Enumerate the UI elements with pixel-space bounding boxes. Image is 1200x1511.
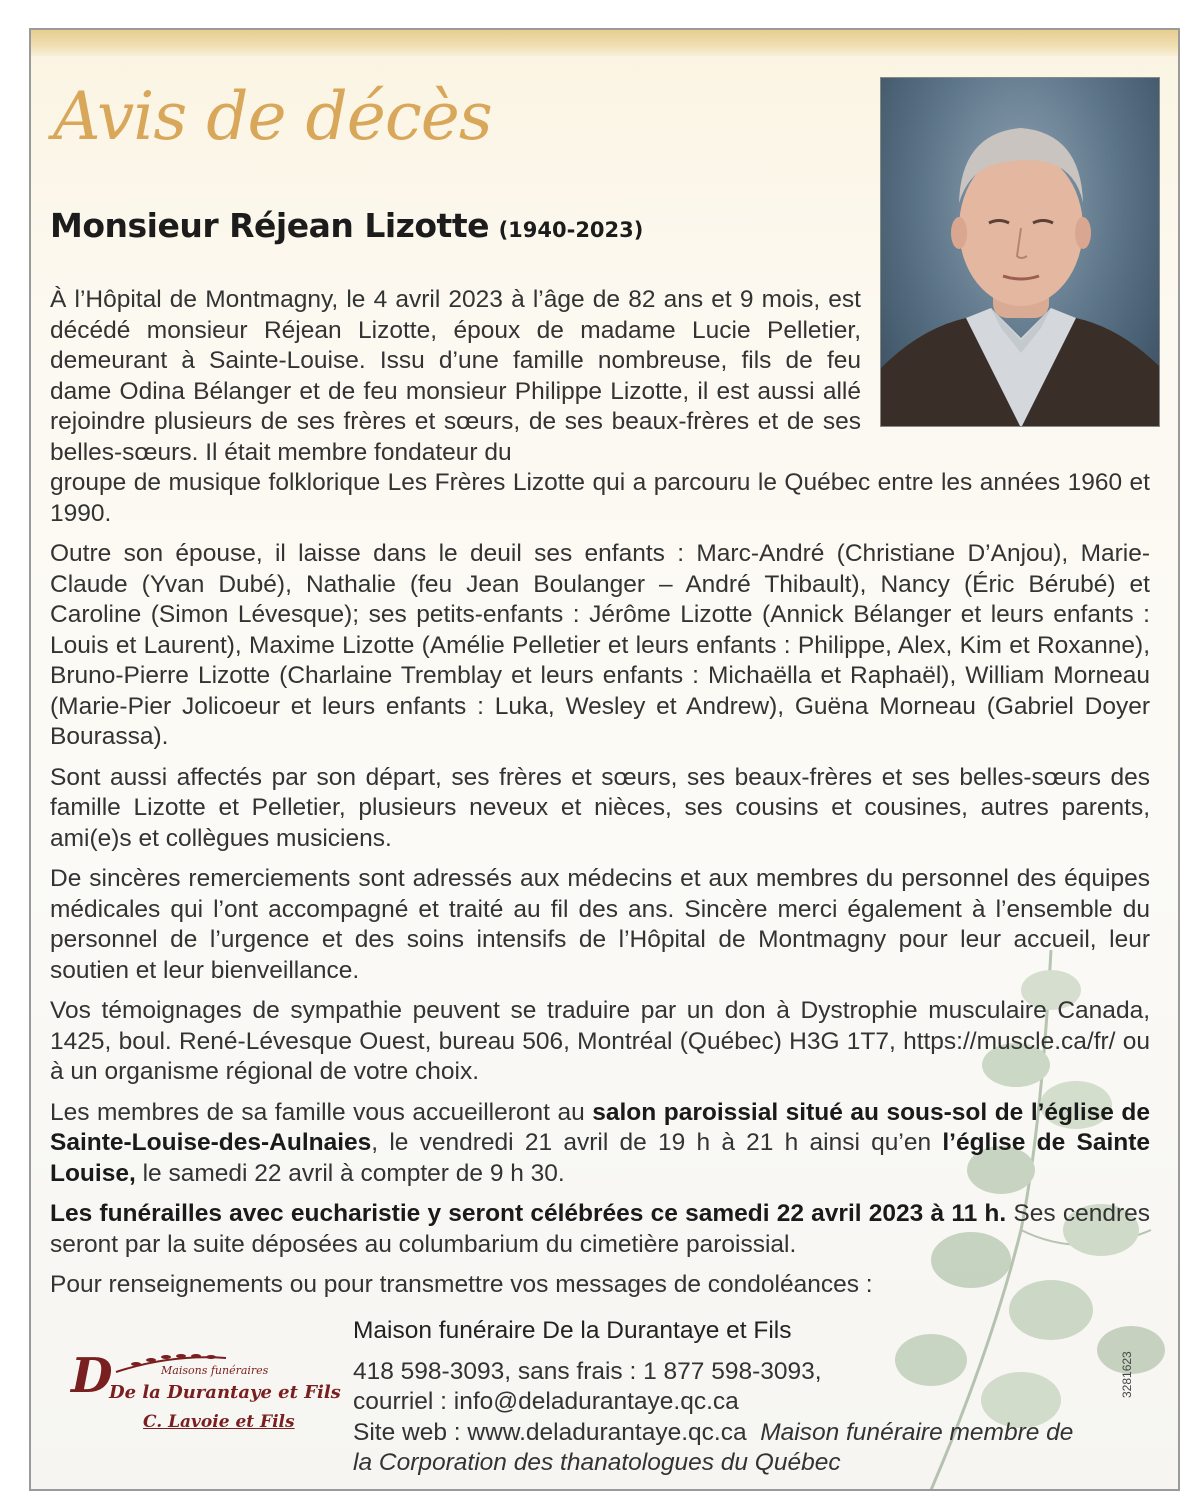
paragraph-thanks: De sincères remerciements sont adressés aux médecins et aux membres du personnel des équipes médicales qui l’ont accompagné et traité au fil des ans. Sincère merci également à l’ensemble du personnel de l’urgence et des soins intensifs de l’Hôpital de Montmagny pour leur accueil, leur soutien et leur bienveillance.	[50, 865, 1150, 984]
logo-mark: D	[71, 1348, 113, 1404]
obituary-body	[50, 285, 1150, 1311]
visitation-text-c: , le vendredi 21 avril de 19 h à 21 h ainsi qu’en	[371, 1129, 943, 1156]
deceased-name-heading	[50, 206, 643, 245]
paragraph-intro: À l’Hôpital de Montmagny, le 4 avril 2023 à l’âge de 82 ans et 9 mois, est décédé monsieur Réjean Lizotte, époux de madame Lucie Pelletier, demeurant à Sainte-Louise. Issu d’une famille nombreuse, fils de feu dame Odina Bélanger et de feu monsieur Philippe Lizotte, il est aussi allé rejoindre plusieurs de ses frères et sœurs, de ses beaux-frères et de ses belles-sœurs. Il était membre fondateur du	[50, 286, 861, 466]
funeral-home-web: Site web : www.deladurantaye.qc.ca	[353, 1418, 747, 1446]
paragraph-family: Outre son épouse, il laisse dans le deuil ses enfants : Marc-André (Christiane D’Anjou), Marie-Claude (Yvan Dubé), Nathalie (feu Jean Boulanger – André Thibault), Nancy (Éric Bérubé) et Caroline (Simon Lévesque); ses petits-enfants : Jérôme Lizotte (Annick Bélanger et leurs enfants : Louis et Laurent), Maxime Lizotte (Amélie Pelletier et leurs enfants : Philippe, Alex, Kim et Roxanne), Bruno-Pierre Lizotte (Charlaine Tremblay et leurs enfants : Michaëlla et Raphaël), William Morneau (Marie-Pier Jolicoeur et leurs enfants : Luka, Wesley et Andrew), Guëna Morneau (Gabriel Doyer Bourassa).	[50, 540, 1150, 750]
script-title: Avis de décès	[53, 78, 492, 155]
funeral-home-phone: 418 598-3093, sans frais : 1 877 598-3093,	[353, 1357, 822, 1385]
funeral-home-email: courriel : info@deladurantaye.qc.ca	[353, 1388, 739, 1415]
logo-line2: C. Lavoie et Fils	[143, 1412, 295, 1432]
logo-small-text: Maisons funéraires	[161, 1364, 269, 1377]
member-statement-b: la Corporation des thanatologues du Québec	[353, 1449, 841, 1476]
paragraph-donations: Vos témoignages de sympathie peuvent se traduire par un don à Dystrophie musculaire Canada, 1425, boul. René-Lévesque Ouest, bureau 506, Montréal (Québec) H3G 1T7, https://muscle.ca/fr/ ou à un organisme régional de votre choix.	[50, 997, 1150, 1085]
funeral-text-bold: Les funérailles avec eucharistie y seront célébrées ce samedi 22 avril 2023 à 11 h.	[50, 1200, 1007, 1227]
paragraph-intro-tail: groupe de musique folklorique Les Frères Lizotte qui a parcouru le Québec entre les années 1960 et 1990.	[50, 469, 1150, 527]
visitation-place-church: l’église de Sainte Louise,	[50, 1129, 1150, 1187]
obituary-frame	[29, 28, 1180, 1491]
member-statement-a: Maison funéraire membre de	[760, 1418, 1074, 1446]
funeral-home-name: Maison funéraire De la Durantaye et Fils	[353, 1317, 792, 1344]
ad-number: 3281623	[1120, 1351, 1134, 1398]
paragraph-affected: Sont aussi affectés par son départ, ses frères et sœurs, ses beaux-frères et ses belles-sœurs des famille Lizotte et Pelletier, plusieurs neveux et nièces, ses cousins et cousines, autres parents, ami(e)s et collègues musiciens.	[50, 763, 1150, 852]
visitation-text-a: Les membres de sa famille vous accueilleront au	[50, 1098, 593, 1126]
paragraph-funeral	[50, 1199, 1150, 1260]
funeral-home-logo	[71, 1348, 341, 1443]
funeral-home-contact	[353, 1316, 1073, 1479]
visitation-place-salon: salon paroissial situé au sous-sol de l’église de Sainte-Louise-des-Aulnaies	[50, 1098, 1151, 1156]
funeral-home-web-line	[353, 1418, 1073, 1449]
visitation-text-e: le samedi 22 avril à compter de 9 h 30.	[135, 1159, 565, 1187]
paragraph-visitation	[50, 1098, 1150, 1190]
paragraph-info: Pour renseignements ou pour transmettre vos messages de condoléances :	[50, 1271, 873, 1298]
deceased-years: (1940-2023)	[498, 218, 644, 242]
logo-line1: De la Durantaye et Fils	[109, 1382, 341, 1403]
top-band	[31, 30, 1178, 56]
funeral-text-rest: Ses cendres seront par la suite déposées au columbarium du cimetière paroissial.	[50, 1200, 1150, 1258]
deceased-name: Monsieur Réjean Lizotte	[50, 206, 489, 245]
